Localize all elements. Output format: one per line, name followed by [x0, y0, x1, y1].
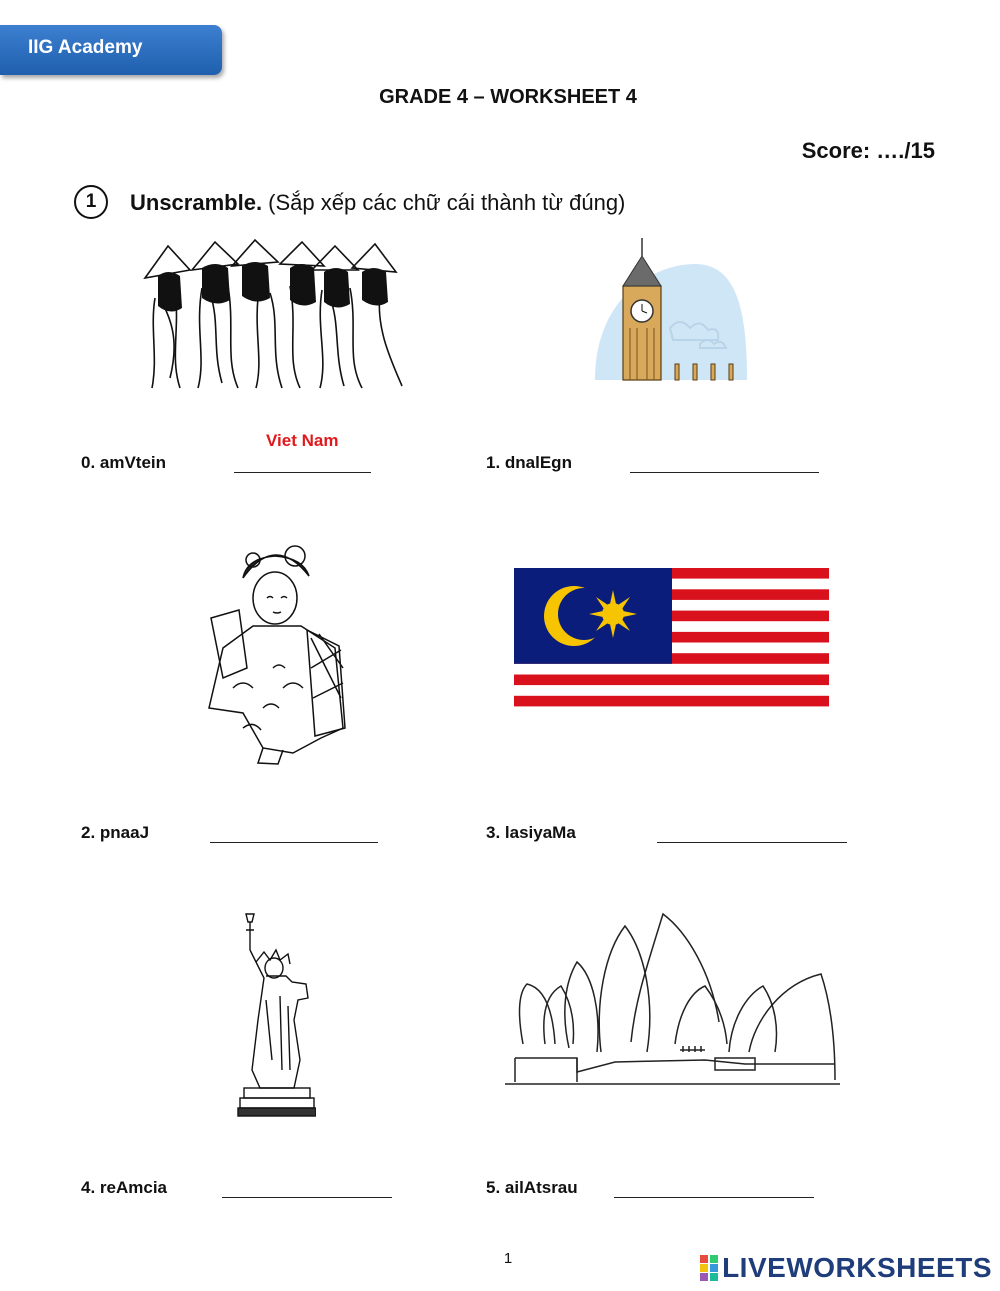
question-label-1: 1. dnalEgn	[486, 453, 572, 472]
answer-line-0[interactable]	[234, 472, 371, 473]
answer-0: Viet Nam	[266, 431, 339, 450]
malaysia-flag-illustration	[514, 568, 829, 717]
answer-line-3[interactable]	[657, 842, 847, 843]
page-number: 1	[503, 1250, 513, 1267]
question-label-5: 5. ailAtsrau	[486, 1178, 578, 1197]
worksheet-title: GRADE 4 – WORKSHEET 4	[379, 86, 637, 108]
question-label-4: 4. reAmcia	[81, 1178, 167, 1197]
geisha-illustration	[203, 538, 351, 768]
answer-line-1[interactable]	[630, 472, 819, 473]
big-ben-illustration	[595, 236, 750, 382]
question-label-3: 3. lasiyaMa	[486, 823, 576, 842]
answer-line-2[interactable]	[210, 842, 378, 843]
liveworksheets-text: LIVEWORKSHEETS	[722, 1252, 992, 1283]
sydney-opera-house-illustration	[505, 912, 840, 1092]
ao-dai-women-illustration	[140, 238, 410, 393]
answer-line-5[interactable]	[614, 1197, 814, 1198]
statue-of-liberty-illustration	[236, 910, 316, 1118]
answer-line-4[interactable]	[222, 1197, 392, 1198]
instruction-bold: Unscramble.	[130, 190, 263, 215]
instruction-note: (Sắp xếp các chữ cái thành từ đúng)	[262, 190, 626, 215]
score-label: Score: …./15	[801, 138, 935, 163]
question-label-2: 2. pnaaJ	[81, 823, 150, 842]
section-instruction	[130, 190, 625, 216]
liveworksheets-mark-icon	[700, 1255, 718, 1281]
liveworksheets-logo	[700, 1252, 992, 1284]
brand-tab: IIG Academy	[0, 25, 222, 75]
section-number-badge: 1	[74, 185, 108, 219]
question-label-0: 0. amVtein	[81, 453, 167, 472]
